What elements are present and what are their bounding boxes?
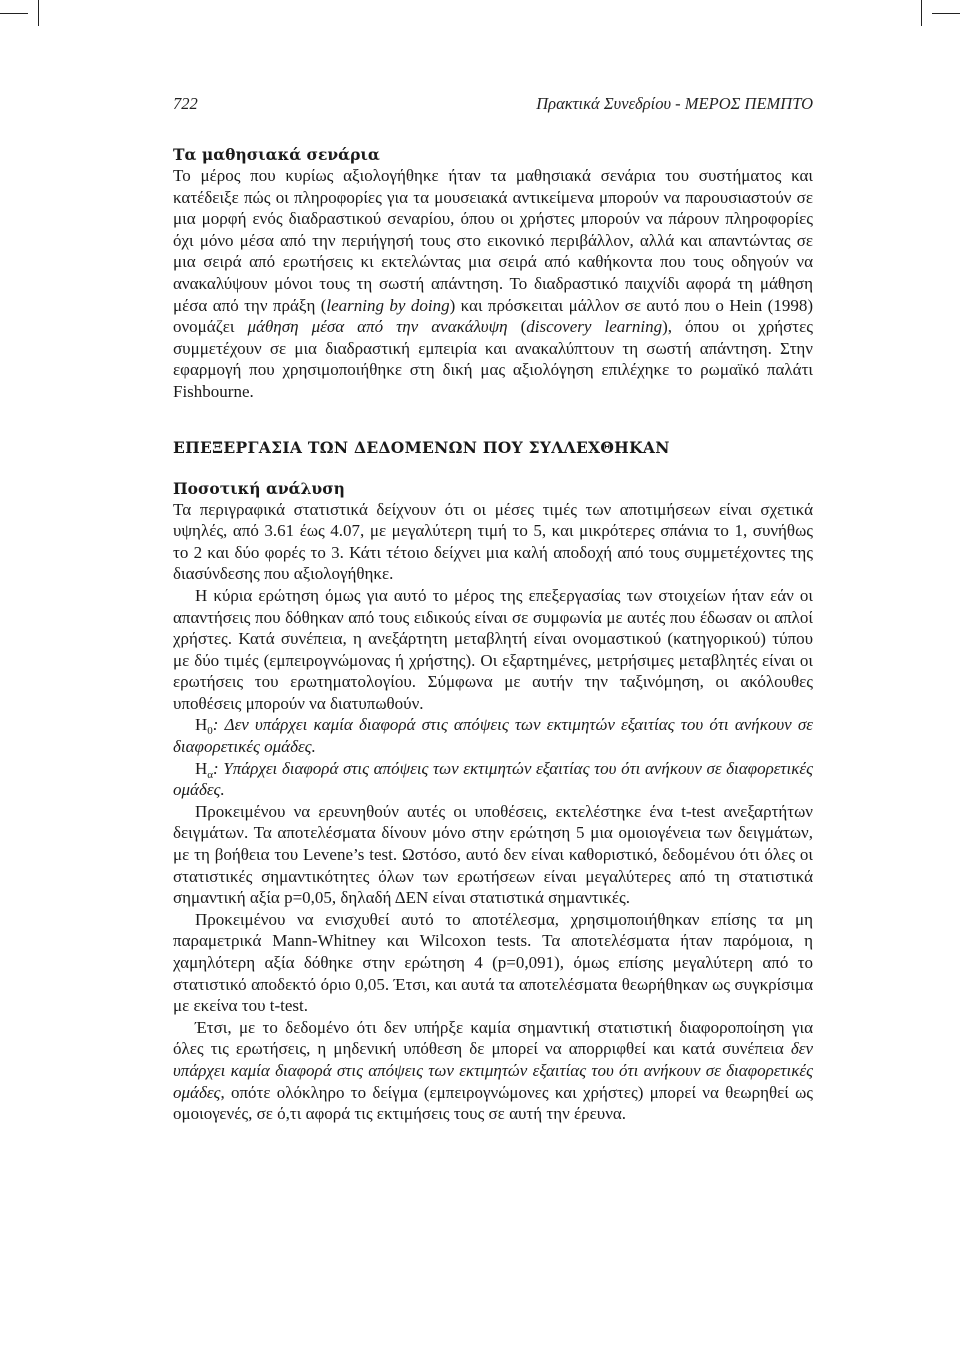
text-run: Το μέρος που κυρίως αξιολογήθηκε ήταν τα μαθησιακά σενάρια του συστήματος και κατέδειξε πώς οι πληροφορίες για τα μουσειακά αντικείμενα μπορούν να παρουσιαστούν σε μια μορφή ενός διαδραστικού σεναρίου, όπου οι χρήστες μπορούν να πάρουν πληροφορίες όχι μόνο μέσα από την περιήγησή τους στο εικονικό περιβάλλον, αλλά και απαντώντας σε μια σειρά από ερωτήσεις κι εκτελώντας μια σειρά από καθήκοντα που τους οδηγούν να ανακαλύψουν μόνοι τους τη σωστή απάντηση. Το διαδραστικό παιχνίδι αφορά τη μάθηση μέσα από την πράξη ( [173, 166, 813, 315]
emphasis-discovery-learning: discovery learning [526, 317, 663, 337]
hypothesis-null [173, 714, 813, 757]
paragraph-t-test: Προκειμένου να ερευνηθούν αυτές οι υποθέσεις, εκτελέστηκε ένα t-test ανεξαρτήτων δειγμάτων. Τα αποτελέσματα δίνουν μόνο στην ερώτηση 5 μια ομοιογένεια των δειγμάτων, με τη βοήθεια του Levene’s test. Ωστόσο, αυτό δεν είναι καθοριστικό, δεδομένου ότι όλες οι στατιστικές σημαντικότητες όλων των ερωτήσεων είναι μεγαλύτερες από τη στατιστικά σημαντική αξία p=0,05, δηλαδή ΔΕΝ είναι στατιστικά σημαντικές. [173, 801, 813, 908]
running-header [173, 94, 813, 118]
section-heading-data-processing: ΕΠΕΞΕΡΓΑΣΙΑ ΤΩΝ ΔΕΔΟΜΕΝΩΝ ΠΟΥ ΣΥΛΛΕΧΘΗΚΑΝ [173, 437, 670, 457]
text-run: , οπότε ολόκληρο το δείγμα (εμπειρογνώμονες και χρήστες) μπορεί να θεωρηθεί ως ομοιογενές, σε ό,τι αφορά τις εκτιμήσεις τους σε αυτή την έρευνα. [173, 1082, 813, 1124]
crop-mark-top-left-v [38, 0, 39, 26]
emphasis-discovery-greek: μάθηση μέσα από την ανακάλυψη [247, 317, 508, 337]
crop-mark-top-right [932, 13, 960, 14]
page-number: 722 [173, 94, 198, 113]
hypothesis-subscript: 0 [207, 725, 213, 738]
text-run: ( [507, 317, 527, 337]
paragraph-nonparametric: Προκειμένου να ενισχυθεί αυτό το αποτέλεσμα, χρησιμοποιήθηκαν επίσης τα μη παραμετρικά Mann-Whitney και Wilcoxon tests. Τα αποτελέσματα ήταν παρόμοια, η χαμηλότερη αξία δόθηκε στην ερώτηση 4 (p=0,091), όμως επίσης μεγαλύτερη από το στατιστικό αποδεκτό όριο 0,05. Έτσι, και αυτά τα αποτελέσματα θεωρήθηκαν ως συγκρίσιμα με εκείνα του t-test. [173, 909, 813, 1016]
running-title: Πρακτικά Συνεδρίου - ΜΕΡΟΣ ΠΕΜΠΤΟ [536, 94, 813, 113]
text-run: Έτσι, με το δεδομένο ότι δεν υπήρξε καμία σημαντική στατιστική διαφοροποίηση για όλες τις ερωτήσεις, η μηδενική υπόθεση δε μπορεί να απορριφθεί και κατά συνέπεια [173, 1017, 813, 1059]
hypothesis-alternative [173, 758, 813, 801]
paragraph-main-question: Η κύρια ερώτηση όμως για αυτό το μέρος της επεξεργασίας των στοιχείων ήταν εάν οι απαντήσεις που δόθηκαν από τους ειδικούς είναι σε συμφωνία με αυτές που έδωσαν οι απλοί χρήστες. Κατά συνέπεια, η ανεξάρτητη μεταβλητή είναι ονομαστικού (κατηγορικού) τύπου με δύο τιμές (εμπειρογνώμονας ή χρήστης). Οι εξαρτημένες, μετρήσιμες μεταβλητές είναι οι ερωτήσεις του ερωτηματολογίου. Σύμφωνα με αυτήν την ταξινόμηση, οι ακόλουθες υποθέσεις μπορούν να διατυπωθούν. [173, 585, 813, 713]
text-run: ), όπου οι χρήστες συμμετέχουν σε μια διαδραστική εμπειρία και ανακαλύπτουν τη σωστή απάντηση. Στην εφαρμογή που χρησιμοποιήθηκε στη δική μας αξιολόγηση επιλέχηκε το ρωμαϊκό παλάτι Fishbourne. [173, 317, 813, 401]
hypothesis-symbol: H [195, 715, 208, 735]
crop-mark-top-left [0, 13, 28, 14]
emphasis-no-difference: δεν υπάρχει καμία διαφορά στις απόψεις των εκτιμητών εξαιτίας του ότι ανήκουν σε διαφορετικές ομάδες [173, 1039, 813, 1102]
hypothesis-symbol: H [195, 758, 208, 778]
paragraph-conclusion [173, 1017, 813, 1125]
crop-mark-top-right-v [921, 0, 922, 26]
subheading-quantitative-analysis: Ποσοτική ανάλυση [173, 478, 345, 498]
page-body [173, 144, 813, 1125]
paragraph-learning-scenarios [173, 165, 813, 403]
emphasis-learning-by-doing: learning by doing [326, 295, 450, 315]
section-title-learning-scenarios: Τα μαθησιακά σενάρια [173, 145, 380, 164]
text-run: ) και πρόσκειται μάλλον σε αυτό που ο Hein (1998) ονομάζει [173, 295, 814, 337]
hypothesis-alternative-text: : Υπάρχει διαφορά στις απόψεις των εκτιμητών εξαιτίας του ότι ανήκουν σε διαφορετικές ομάδες. [173, 758, 813, 800]
hypothesis-null-text: : Δεν υπάρχει καμία διαφορά στις απόψεις των εκτιμητών εξαιτίας του ότι ανήκουν σε διαφορετικές ομάδες. [173, 715, 813, 757]
hypothesis-subscript: α [207, 768, 214, 781]
paragraph-descriptive-stats: Τα περιγραφικά στατιστικά δείχνουν ότι οι μέσες τιμές των αποτιμήσεων είναι σχετικά υψηλές, από 3.61 έως 4.07, με μεγαλύτερη τιμή το 5, και μικρότερες σπάνια το 1, συνήθως το 2 και δύο φορές το 3. Κάτι τέτοιο δείχνει μια καλή αποδοχή από τους συμμετέχοντες της διασύνδεσης που αξιολογήθηκε. [173, 499, 813, 584]
